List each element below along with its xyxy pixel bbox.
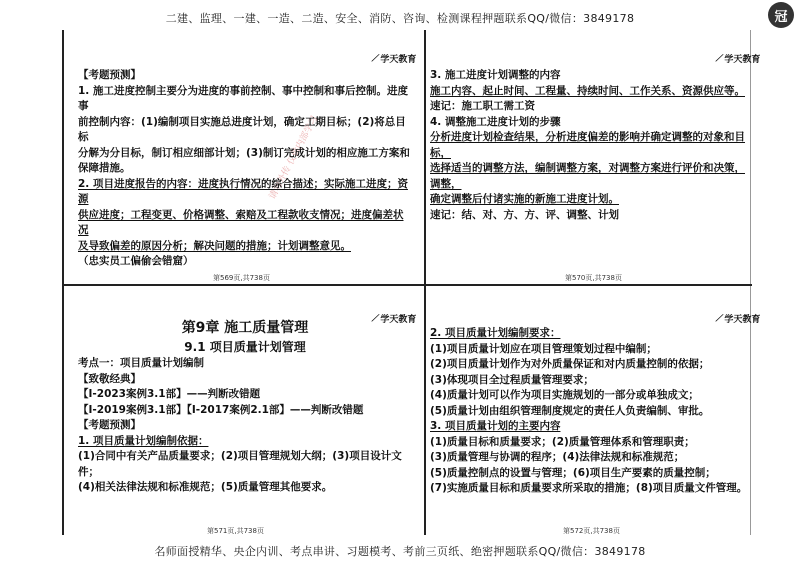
text-line: (1)项目质量计划应在项目管理策划过程中编制； — [430, 342, 657, 355]
text-line: 3. 项目质量计划的主要内容 — [430, 420, 561, 432]
brand-logo — [372, 52, 416, 65]
heading-exam-prediction: 【考题预测】 — [78, 69, 141, 81]
horizontal-divider — [62, 284, 752, 286]
brand-mark-icon: ⟋ — [370, 313, 380, 324]
page-panel-572 — [430, 326, 748, 497]
text-line: 施工内容、起止时间、工程量、持续时间、工作关系、资源供应等。 — [430, 84, 745, 97]
brand-logo — [716, 52, 760, 65]
text-line: (1)合同中有关产品质量要求；(2)项目管理规划大纲；(3)项目设计文件； — [78, 450, 402, 478]
page-number: 第569页,共738页 — [213, 274, 270, 282]
text-line: (4)质量计划可以作为项目实施规划的一部分或单独成文； — [430, 389, 699, 401]
text-line: 及导致偏差的原因分析；解决问题的措施；计划调整意见。 — [78, 239, 351, 252]
bottom-banner: 名师面授精华、央企内训、考点串讲、习题模考、考前三页纸、绝密押题联系QQ/微信：3849178 — [154, 545, 646, 558]
mnemonic-line: （忠实员工偏偷会错窟） — [78, 255, 194, 267]
brand-text: 学天教育 — [724, 315, 761, 325]
text-line: (5)质量控制点的设置与管理；(6)项目生产要素的质量控制； — [430, 466, 716, 479]
text-line: 考点一：项目质量计划编制 — [78, 357, 204, 369]
brand-mark-icon: ⟋ — [714, 53, 724, 64]
text-line: 前控制内容：(1)编制项目实施总进度计划，确定工期目标；(2)将总目标 — [78, 115, 406, 143]
text-line: 速记：结、对、方、方、评、调整、计划 — [430, 208, 619, 221]
text-line: 2. 项目质量计划编制要求： — [430, 327, 561, 339]
brand-text: 学天教育 — [380, 315, 417, 325]
text-line: 分解为分目标，制订相应细部计划；(3)制订完成计划的相应施工方案和 — [78, 146, 410, 159]
text-line: 2. 项目进度报告的内容：进度执行情况的综合描述；实际施工进度；资源 — [78, 177, 408, 205]
sheet-right-edge — [750, 30, 751, 535]
text-line: (7)实施质量目标和质量要求所采取的措施；(8)项目质量文件管理。 — [430, 482, 748, 494]
text-line: (5)质量计划由组织管理制度规定的责任人负责编制、审批。 — [430, 404, 710, 417]
vertical-divider — [424, 30, 426, 535]
text-line: (3)体现项目全过程质量管理要求； — [430, 373, 594, 386]
page-number: 第570页,共738页 — [565, 274, 622, 282]
text-line: 选择适当的调整方法，编制调整方案，对调整方案进行评价和决策，调整， — [430, 162, 745, 190]
text-line: 确定调整后付诸实施的新施工进度计划。 — [430, 193, 619, 205]
brand-text: 学天教育 — [380, 55, 417, 65]
brand-logo — [716, 312, 760, 325]
brand-text: 学天教育 — [724, 55, 761, 65]
text-line: 保障措施。 — [78, 162, 131, 174]
text-line: 1. 施工进度控制主要分为进度的事前控制、事中控制和事后控制。进度事 — [78, 84, 408, 112]
text-line: 4. 调整施工进度计划的步骤 — [430, 115, 561, 128]
text-line: (4)相关法律法规和标准规范；(5)质量管理其他要求。 — [78, 481, 333, 493]
page-panel-570 — [430, 68, 748, 223]
text-line: 1. 项目质量计划编制依据： — [78, 434, 209, 447]
corner-logo-icon: 冠 — [768, 2, 794, 28]
section-title: 9.1 项目质量计划管理 — [184, 340, 306, 354]
page-panel-571 — [78, 318, 412, 496]
text-line: 【Ⅰ-2019案例3.1部】【Ⅰ-2017案例2.1部】——判断改错题 — [78, 403, 364, 416]
text-line: (3)质量管理与协调的程序；(4)法律法规和标准规范； — [430, 451, 685, 463]
top-banner: 二建、监理、一建、一造、二造、安全、消防、咨询、检测课程押题联系QQ/微信：3849178 — [165, 12, 635, 25]
text-line: (2)项目质量计划作为对外质量保证和对内质量控制的依据； — [430, 358, 710, 370]
text-line: 速记：施工职工需工资 — [430, 100, 535, 112]
text-line: (1)质量目标和质量要求；(2)质量管理体系和管理职责； — [430, 435, 695, 448]
brand-mark-icon: ⟋ — [370, 53, 380, 64]
watermark: 请勿外传 仅供内部学习 — [267, 114, 321, 202]
text-line: 供应进度；工程变更、价格调整、索赔及工程款收支情况；进度偏差状况 — [78, 208, 404, 236]
text-line: 【致敬经典】 — [78, 372, 141, 385]
page-number: 第571页,共738页 — [207, 527, 264, 535]
sheet-left-edge — [62, 30, 64, 535]
brand-mark-icon: ⟋ — [714, 313, 724, 324]
text-line: 【考题预测】 — [78, 419, 141, 431]
text-line: 【Ⅰ-2023案例3.1部】——判断改错题 — [78, 388, 261, 400]
text-line: 3. 施工进度计划调整的内容 — [430, 69, 561, 81]
page-number: 第572页,共738页 — [563, 527, 620, 535]
chapter-title: 第9章 施工质量管理 — [181, 320, 309, 336]
page-panel-569 — [78, 68, 412, 270]
text-line: 分析进度计划检查结果，分析进度偏差的影响并确定调整的对象和目标， — [430, 131, 745, 159]
